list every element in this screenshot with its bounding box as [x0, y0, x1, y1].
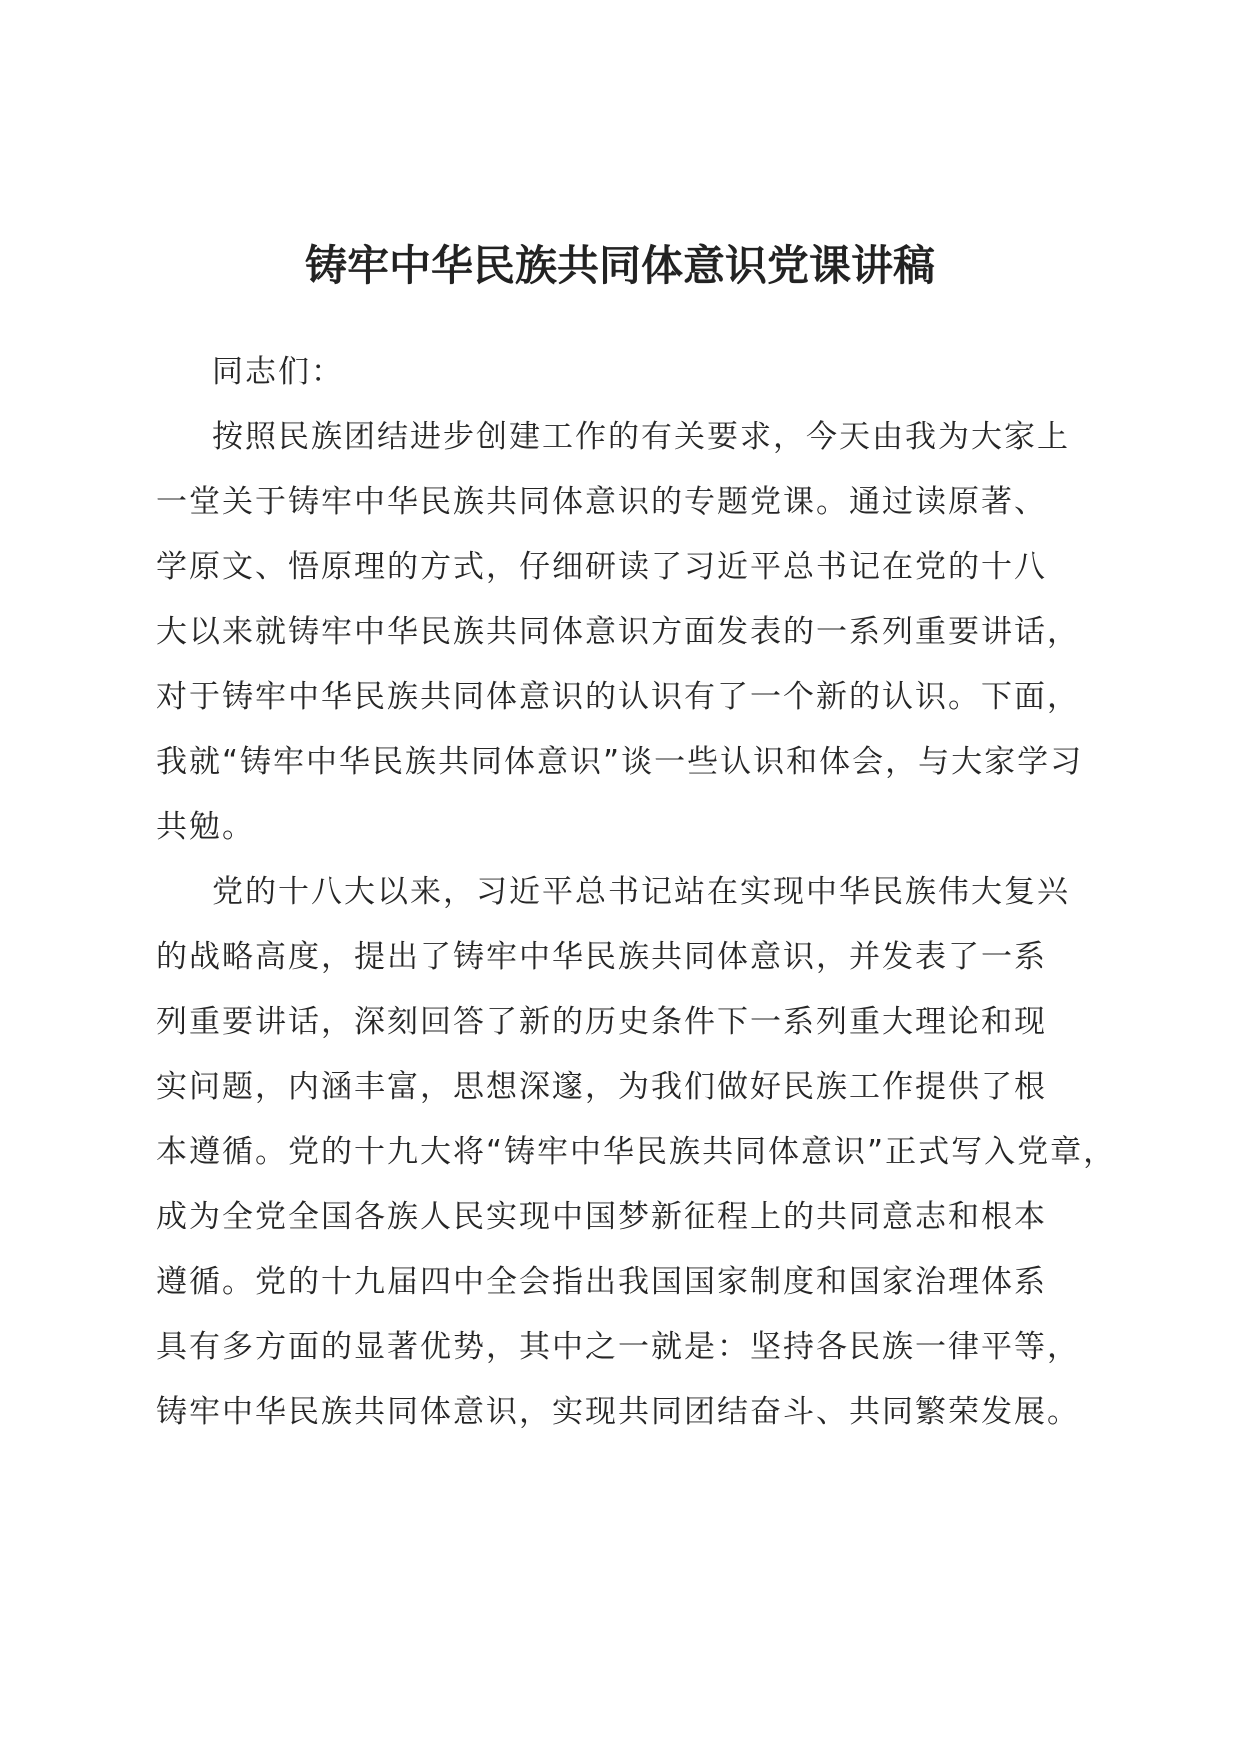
document-body [156, 340, 1117, 1445]
paragraph-2-line-8: 具有多方面的显著优势，其中之一就是：坚持各民族一律平等， [156, 1329, 1080, 1365]
paragraph-1-line-3: 学原文、悟原理的方式，仔细研读了习近平总书记在党的十八 [156, 549, 1047, 585]
paragraph-1-line-6: 我就“铸牢中华民族共同体意识”谈一些认识和体会，与大家学习 [156, 744, 1084, 780]
paragraph-1-line-5: 对于铸牢中华民族共同体意识的认识有了一个新的认识。下面， [156, 679, 1080, 715]
paragraph-2-line-9: 铸牢中华民族共同体意识，实现共同团结奋斗、共同繁荣发展。 [156, 1394, 1080, 1430]
paragraph-1-line-2: 一堂关于铸牢中华民族共同体意识的专题党课。通过读原著、 [156, 484, 1047, 520]
paragraph-2-line-4: 实问题，内涵丰富，思想深邃，为我们做好民族工作提供了根 [156, 1069, 1047, 1105]
paragraph-1-line-1: 按照民族团结进步创建工作的有关要求，今天由我为大家上 [212, 419, 1070, 455]
document-title: 铸牢中华民族共同体意识党课讲稿 [304, 241, 935, 290]
paragraph-2-line-5: 本遵循。党的十九大将“铸牢中华民族共同体意识”正式写入党章， [156, 1134, 1117, 1170]
paragraph-2-line-7: 遵循。党的十九届四中全会指出我国国家制度和国家治理体系 [156, 1264, 1047, 1300]
salutation: 同志们： [212, 354, 344, 390]
paragraph-1-line-7: 共勉。 [156, 809, 255, 845]
paragraph-1-line-4: 大以来就铸牢中华民族共同体意识方面发表的一系列重要讲话， [156, 614, 1080, 650]
paragraph-2-line-1: 党的十八大以来，习近平总书记站在实现中华民族伟大复兴 [212, 874, 1070, 910]
paragraph-2-line-3: 列重要讲话，深刻回答了新的历史条件下一系列重大理论和现 [156, 1004, 1047, 1040]
paragraph-2-line-2: 的战略高度，提出了铸牢中华民族共同体意识，并发表了一系 [156, 939, 1047, 975]
paragraph-2-line-6: 成为全党全国各族人民实现中国梦新征程上的共同意志和根本 [156, 1199, 1047, 1235]
